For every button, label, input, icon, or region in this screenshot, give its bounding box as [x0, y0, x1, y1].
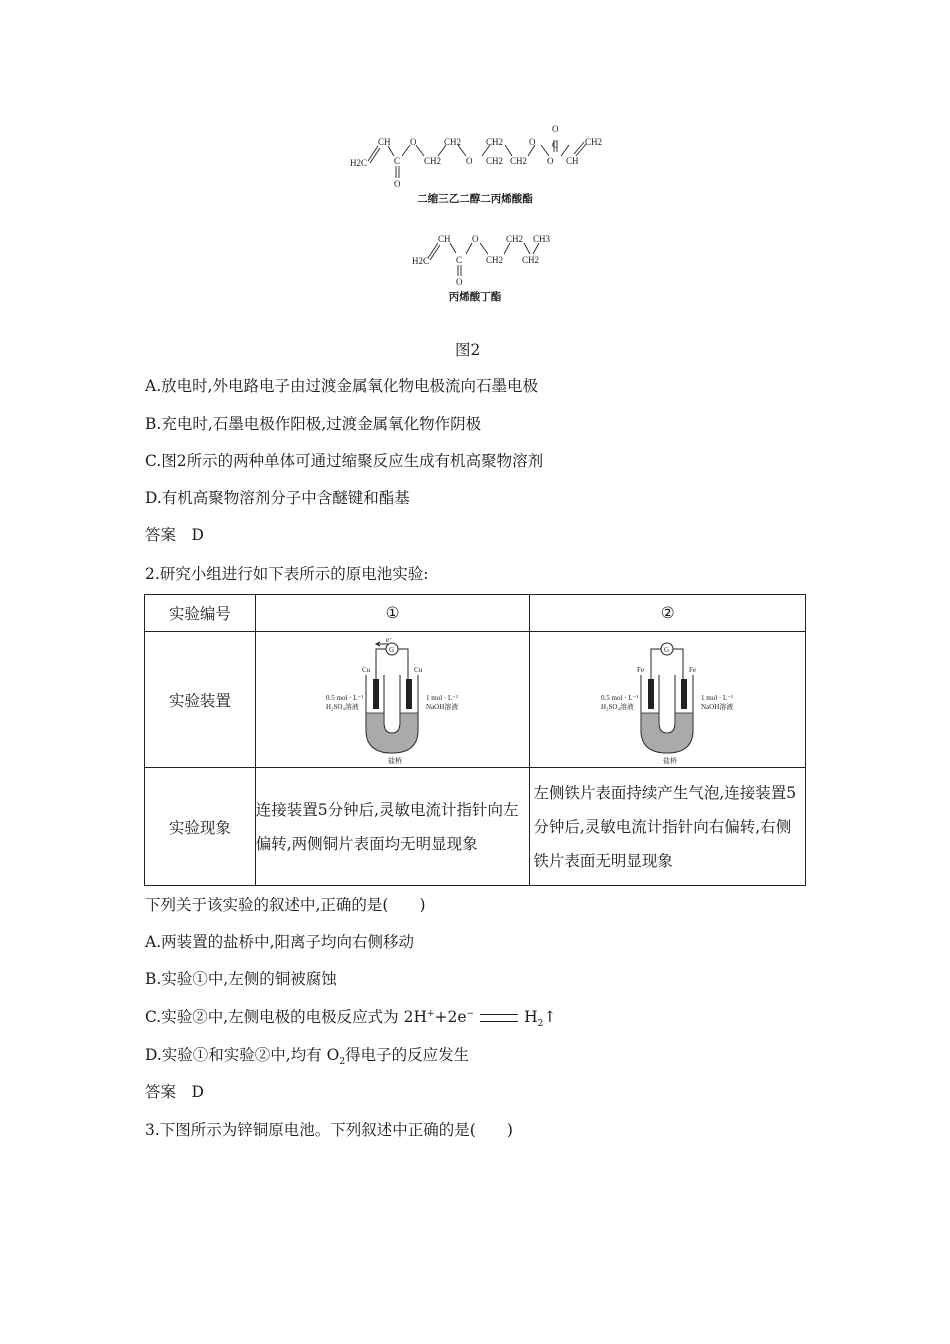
left-solution-conc-2: 0.5 mol · L⁻¹: [600, 693, 638, 702]
atom-o-ether-2: O: [529, 137, 536, 147]
atom-ch2-b: CH2: [444, 137, 462, 147]
cell-device-label: 实验装置: [145, 632, 256, 768]
q2-answer: 答案 D: [145, 1083, 204, 1101]
q1-option-d: D.有机高聚物溶剂分子中含醚键和酯基: [145, 489, 410, 507]
salt-bridge-label-2: 盐桥: [662, 756, 677, 765]
q2-option-b: B.实验①中,左侧的铜被腐蚀: [145, 970, 337, 988]
right-solution-name-2: NaOH溶液: [700, 702, 733, 711]
galvanometer-label-2: G: [663, 645, 669, 654]
atom-c-left: C: [394, 156, 401, 166]
q1-option-b: B.充电时,石墨电极作阳极,过渡金属氧化物作阴极: [145, 415, 482, 433]
cell-header-exp1: ①: [255, 595, 530, 632]
galvanometer-label-1: G: [388, 645, 394, 654]
right-solution-conc-2: 1 mol · L⁻¹: [700, 693, 733, 702]
cell-header-label: 实验编号: [145, 595, 256, 632]
table-row-header: [145, 595, 806, 632]
cell-phenomenon-label: 实验现象: [145, 768, 256, 886]
salt-bridge-label-1: 盐桥: [387, 756, 402, 765]
atom-o-ester-left: O: [410, 137, 417, 147]
atom-o-ester: O: [472, 234, 479, 244]
atom-o-ester-right: O: [547, 156, 554, 166]
figure-caption: 图2: [455, 341, 481, 359]
cell-phenomenon-2: 左侧铁片表面持续产生气泡,连接装置5分钟后,灵敏电流计指针向右偏转,右侧铁片表面无明显现象: [530, 768, 806, 886]
atom-o-carbonyl-right: O: [552, 124, 559, 134]
atom-ch2-c: CH2: [486, 137, 504, 147]
left-metal-label-2: Fe: [636, 665, 644, 674]
cell-device-2: [530, 632, 806, 768]
atom-ch-right: CH: [566, 156, 579, 166]
q2-option-c: C.实验②中,左侧电极的电极反应式为 2H++2e− $H_2↑$: [145, 1008, 557, 1030]
right-solution-conc-1: 1 mol · L⁻¹: [425, 693, 458, 702]
atom-ch2-c: CH2: [522, 255, 540, 265]
table-row-phenomenon: [145, 768, 806, 886]
atom-h2c: H2C: [412, 256, 430, 266]
left-solution-name-1: H₂SO₄溶液: [325, 702, 359, 711]
table-row-device: [145, 632, 806, 768]
atom-ch: CH: [438, 234, 451, 244]
cell-phenomenon-1: 连接装置5分钟后,灵敏电流计指针向左偏转,两侧铜片表面均无明显现象: [255, 768, 530, 886]
q2-option-d: D.实验①和实验②中,均有 $O_2$得电子的反应发生: [145, 1046, 470, 1068]
apparatus-2-diagram: [593, 635, 743, 765]
atom-ch3: CH3: [533, 234, 551, 244]
structure-triethylene-glycol-diacrylate: [340, 118, 610, 193]
caption-molecule-2: 丙烯酸丁酯: [448, 291, 502, 303]
q1-option-a: A.放电时,外电路电子由过渡金属氧化物电极流向石墨电极: [145, 377, 539, 395]
electron-label-1: e⁻: [385, 635, 393, 644]
atom-ch2-right: CH2: [585, 137, 603, 147]
experiment-table: [144, 594, 806, 886]
atom-h2c-left: H2C: [350, 158, 368, 168]
q1-answer: 答案 D: [145, 526, 204, 544]
right-metal-label-1: Cu: [413, 665, 422, 674]
atom-ch2-a: CH2: [424, 156, 442, 166]
left-solution-name-2: H₂SO₄溶液: [600, 702, 634, 711]
left-solution-conc-1: 0.5 mol · L⁻¹: [325, 693, 363, 702]
right-metal-label-2: Fe: [688, 665, 696, 674]
structure-butyl-acrylate: [408, 228, 558, 290]
atom-c-right: C: [552, 140, 559, 150]
q2-option-a: A.两装置的盐桥中,阳离子均向右侧移动: [145, 933, 415, 951]
q1-option-c: C.图2所示的两种单体可通过缩聚反应生成有机高聚物溶剂: [145, 452, 544, 470]
q3-stem: 3.下图所示为锌铜原电池。下列叙述中正确的是( ): [145, 1121, 513, 1139]
q2-stem: 2.研究小组进行如下表所示的原电池实验:: [145, 565, 429, 583]
atom-ch2-a: CH2: [486, 255, 504, 265]
atom-ch2-e: CH2: [486, 156, 504, 166]
right-solution-name-1: NaOH溶液: [425, 702, 458, 711]
atom-ch-left: CH: [378, 137, 391, 147]
atom-c: C: [456, 255, 463, 265]
atom-o-carbonyl: O: [456, 277, 463, 287]
cell-header-exp2: ②: [530, 595, 806, 632]
equals-sign: [480, 1014, 518, 1022]
apparatus-1-diagram: [318, 635, 468, 765]
caption-molecule-1: 二缩三乙二醇二丙烯酸酯: [417, 193, 533, 205]
atom-ch2-b: CH2: [506, 234, 524, 244]
q2-prompt: 下列关于该实验的叙述中,正确的是( ): [145, 896, 426, 914]
atom-o-ether-1: O: [466, 156, 473, 166]
cell-device-1: [255, 632, 530, 768]
atom-o-carbonyl-left: O: [394, 179, 401, 189]
left-metal-label-1: Cu: [361, 665, 370, 674]
atom-ch2-d: CH2: [510, 156, 528, 166]
